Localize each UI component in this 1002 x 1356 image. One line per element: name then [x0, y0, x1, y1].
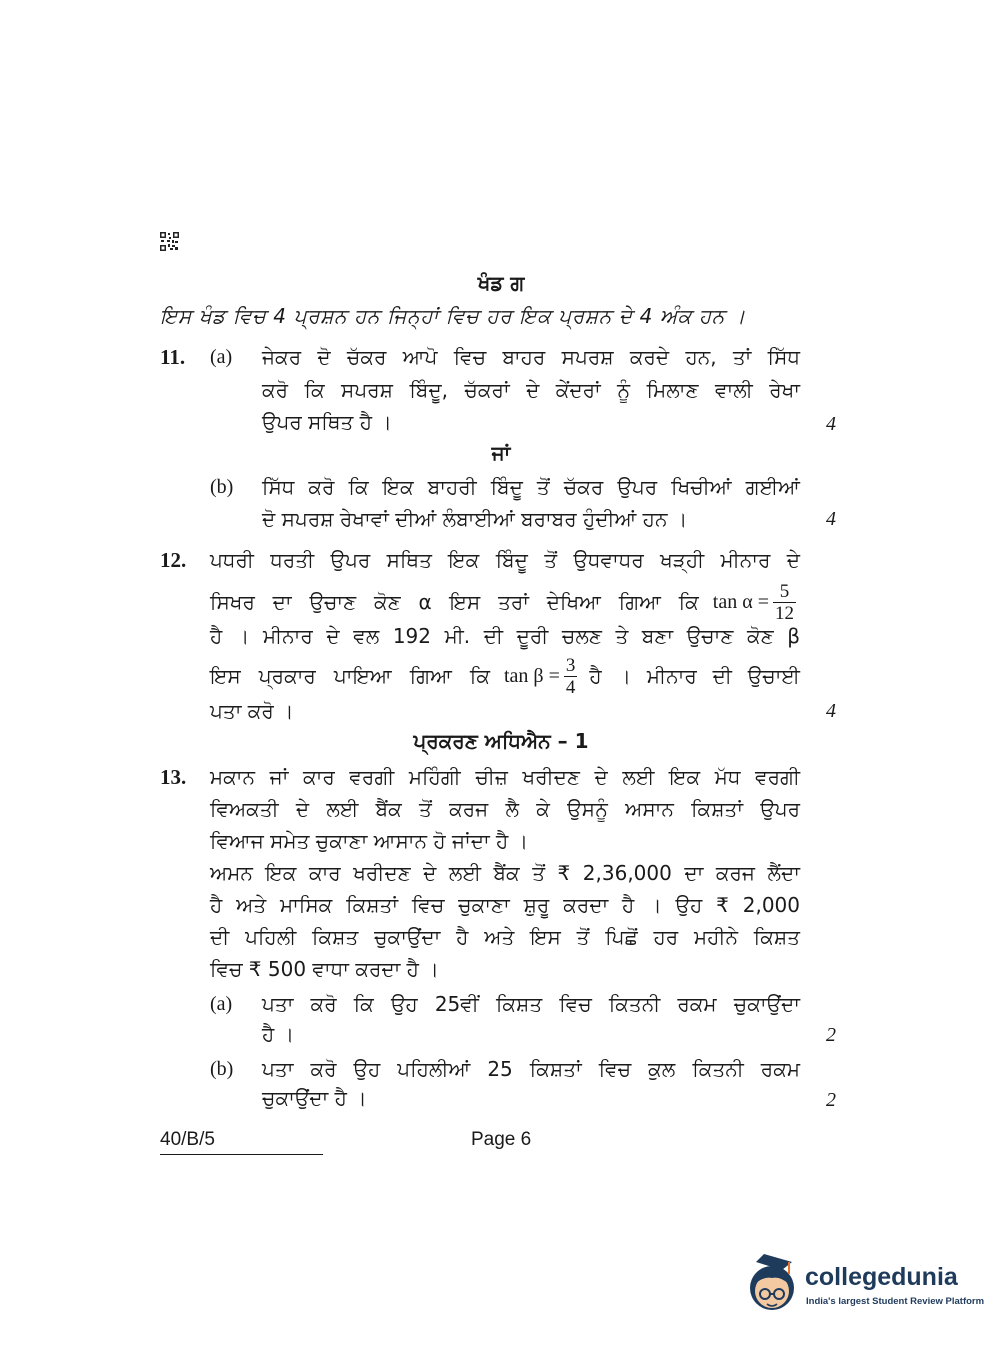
part-label: (b) [210, 1058, 234, 1080]
brand-tagline: India's largest Student Review Platform [806, 1296, 985, 1307]
question-number: 11. [160, 345, 186, 369]
question-text-with-fraction [210, 650, 800, 702]
marks: 2 [826, 1024, 836, 1046]
fraction-denominator: 4 [565, 676, 576, 698]
fraction-3-4 [564, 655, 578, 698]
question-text: ਮਕਾਨ ਜਾਂ ਕਾਰ ਵਰਗੀ ਮਹਿੰਗੀ ਚੀਜ਼ ਖਰੀਦਣ ਦੇ ਲਈ ਇਕ ਮੱਧ ਵਰਗੀ [210, 765, 800, 789]
fraction-numerator: 3 [565, 654, 576, 676]
marks: 2 [826, 1089, 836, 1111]
question-text: ਦੀ ਪਹਿਲੀ ਕਿਸ਼ਤ ਚੁਕਾਉਂਦਾ ਹੈ ਅਤੇ ਇਸ ਤੋਂ ਪਿਛੋਂ ਹਰ ਮਹੀਨੇ ਕਿਸ਼ਤ [210, 925, 800, 949]
part-label: (a) [210, 346, 233, 368]
part-label: (b) [210, 476, 234, 498]
question-text: ਹੈ ਅਤੇ ਮਾਸਿਕ ਕਿਸ਼ਤਾਂ ਵਿਚ ਚੁਕਾਣਾ ਸ਼ੁਰੂ ਕਰਦਾ ਹੈ । ਉਹ ₹ 2,000 [210, 893, 800, 917]
question-text: ਪਤਾ ਕਰੋ ਉਹ ਪਹਿਲੀਆਂ 25 ਕਿਸ਼ਤਾਂ ਵਿਚ ਕੁਲ ਕਿਤਨੀ ਰਕਮ [262, 1057, 800, 1081]
footer-divider [160, 1154, 323, 1155]
question-text: ਇਸ ਪ੍ਰਕਾਰ ਪਾਇਆ ਗਿਆ ਕਿ [210, 664, 490, 688]
marks: 4 [826, 413, 836, 435]
question-text: ਪਤਾ ਕਰੋ ਕਿ ਉਹ 25ਵੀਂ ਕਿਸ਼ਤ ਵਿਚ ਕਿਤਨੀ ਰਕਮ ਚੁਕਾਉਂਦਾ [262, 992, 800, 1016]
question-text: ਵਿਆਜ ਸਮੇਤ ਚੁਕਾਣਾ ਆਸਾਨ ਹੋ ਜਾਂਦਾ ਹੈ । [210, 829, 529, 853]
question-text: ਵਿਚ ₹ 500 ਵਾਧਾ ਕਰਦਾ ਹੈ । [210, 957, 439, 981]
fraction-numerator: 5 [773, 581, 796, 603]
question-text: ਦੋ ਸਪਰਸ਼ ਰੇਖਾਵਾਂ ਦੀਆਂ ਲੰਬਾਈਆਂ ਬਰਾਬਰ ਹੁੰਦੀਆਂ ਹਨ । [262, 507, 688, 531]
question-number: 12. [160, 548, 187, 572]
question-text: ਚੁਕਾਉਂਦਾ ਹੈ । [262, 1086, 367, 1110]
qr-code-icon [160, 232, 179, 251]
fraction-denominator: 12 [775, 602, 794, 624]
question-text: ਹੈ । ਮੀਨਾਰ ਦੀ ਉਚਾਈ [589, 664, 800, 688]
fraction-5-12 [773, 581, 796, 624]
question-text: ਅਮਨ ਇਕ ਕਾਰ ਖਰੀਦਣ ਦੇ ਲਈ ਬੈਂਕ ਤੋਂ ₹ 2,36,000 ਦਾ ਕਰਜ ਲੈਂਦਾ [210, 861, 800, 885]
case-study-title: ਪ੍ਰਕਰਣ ਅਧਿਐਨ – 1 [413, 729, 589, 753]
or-separator: ਜਾਂ [491, 441, 511, 465]
question-text: ਕਰੋ ਕਿ ਸਪਰਸ਼ ਬਿੰਦੂ, ਚੱਕਰਾਂ ਦੇ ਕੇਂਦਰਾਂ ਨੂੰ ਮਿਲਾਣ ਵਾਲੀ ਰੇਖਾ [262, 378, 800, 402]
page-number: Page 6 [471, 1129, 532, 1150]
question-text: ਵਿਅਕਤੀ ਦੇ ਲਈ ਬੈਂਕ ਤੋਂ ਕਰਜ ਲੈ ਕੇ ਉਸਨੂੰ ਅਸਾਨ ਕਿਸ਼ਤਾਂ ਉਪਰ [210, 797, 800, 821]
question-text: ਉਪਰ ਸਥਿਤ ਹੈ । [262, 410, 392, 434]
question-number: 13. [160, 765, 187, 789]
question-text-with-fraction [210, 576, 800, 628]
section-title: ਖੰਡ ਗ [477, 271, 525, 295]
part-label: (a) [210, 993, 233, 1015]
section-instruction: ਇਸ ਖੰਡ ਵਿਚ 4 ਪ੍ਰਸ਼ਨ ਹਨ ਜਿਨ੍ਹਾਂ ਵਿਚ ਹਰ ਇਕ ਪ੍ਰਸ਼ਨ ਦੇ 4 ਅੰਕ ਹਨ । [160, 304, 746, 328]
paper-code: 40/B/5 [160, 1129, 215, 1150]
question-text: ਸਿਖਰ ਦਾ ਉਚਾਣ ਕੋਣ α ਇਸ ਤਰਾਂ ਦੇਖਿਆ ਗਿਆ ਕਿ [210, 590, 699, 614]
tan-beta: tan β = [504, 665, 560, 687]
brand-name: collegedunia [805, 1263, 958, 1291]
question-text: ਪਤਾ ਕਰੋ । [210, 699, 294, 723]
marks: 4 [826, 508, 836, 530]
question-text: ਪਧਰੀ ਧਰਤੀ ਉਪਰ ਸਥਿਤ ਇਕ ਬਿੰਦੂ ਤੋਂ ਉਧਵਾਧਰ ਖੜ੍ਹੀ ਮੀਨਾਰ ਦੇ [210, 548, 800, 572]
marks: 4 [826, 700, 836, 722]
question-text: ਸਿੱਧ ਕਰੋ ਕਿ ਇਕ ਬਾਹਰੀ ਬਿੰਦੂ ਤੋਂ ਚੱਕਰ ਉਪਰ ਖਿਚੀਆਂ ਗਈਆਂ [262, 475, 800, 499]
tan-alpha: tan α = [712, 591, 769, 613]
question-text: ਹੈ । ਮੀਨਾਰ ਦੇ ਵਲ 192 ਮੀ. ਦੀ ਦੂਰੀ ਚਲਣ ਤੇ ਬਣਾ ਉਚਾਣ ਕੋਣ β [210, 624, 800, 648]
question-text: ਜੇਕਰ ਦੋ ਚੱਕਰ ਆਪੋ ਵਿਚ ਬਾਹਰ ਸਪਰਸ਼ ਕਰਦੇ ਹਨ, ਤਾਂ ਸਿੱਧ [262, 345, 800, 369]
question-text: ਹੈ । [262, 1022, 295, 1046]
